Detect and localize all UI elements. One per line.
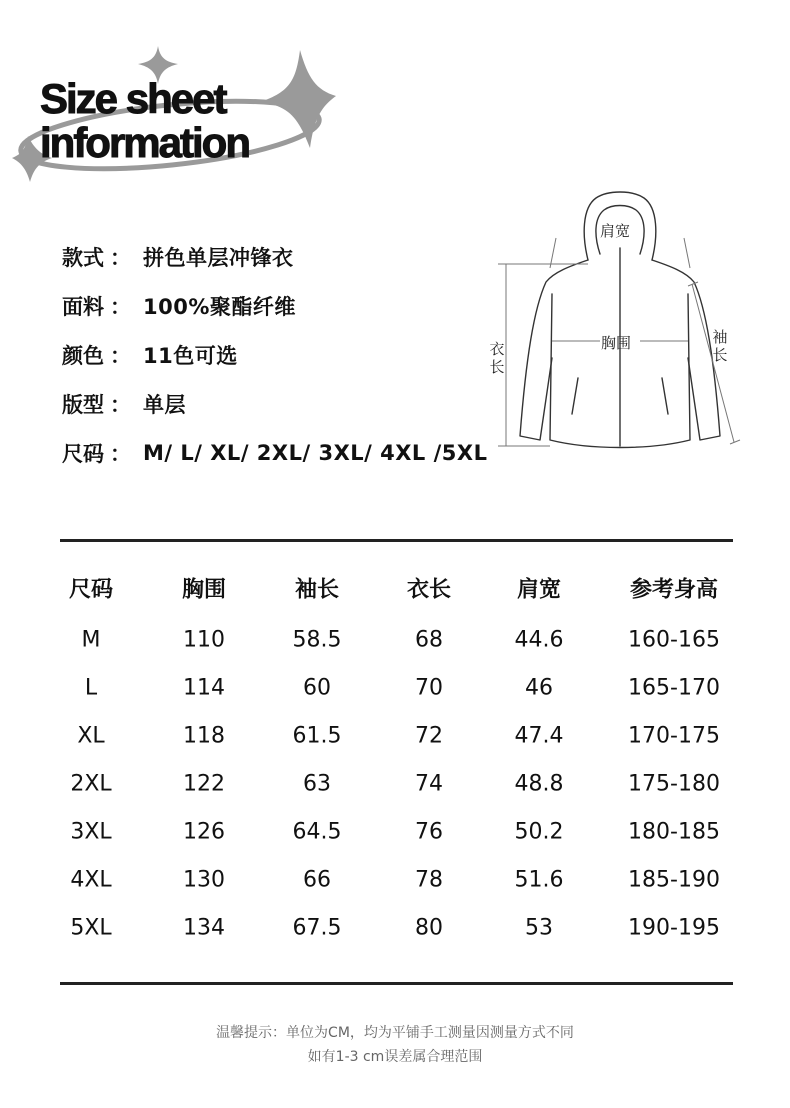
spec-label: 面料	[62, 294, 104, 319]
spec-value: 100%聚酯纤维	[143, 294, 296, 319]
cell-sleeve: 58.5	[292, 627, 342, 653]
size-table	[60, 560, 733, 952]
header-chest: 胸围	[181, 577, 226, 603]
cell-shoulder: 47.4	[514, 723, 564, 749]
table-row	[60, 712, 733, 760]
cell-sleeve: 67.5	[292, 915, 342, 941]
spec-sizes	[62, 428, 522, 477]
jacket-diagram	[470, 178, 750, 468]
cell-size: 5XL	[70, 915, 112, 941]
cell-sleeve: 66	[303, 867, 331, 893]
spec-value: 拼色单层冲锋衣	[143, 245, 294, 270]
spec-value: 11色可选	[143, 343, 238, 368]
cell-shoulder: 50.2	[514, 819, 564, 845]
cell-shoulder: 53	[525, 915, 553, 941]
cell-shoulder: 51.6	[514, 867, 564, 893]
spec-fabric	[62, 281, 522, 330]
cell-size: XL	[77, 723, 105, 749]
cell-height: 180-185	[628, 819, 720, 845]
cell-chest: 118	[183, 723, 225, 749]
spec-style	[62, 232, 522, 281]
spec-fit	[62, 379, 522, 428]
cell-shoulder: 48.8	[514, 771, 564, 797]
cell-height: 175-180	[628, 771, 720, 797]
header-size: 尺码	[68, 577, 113, 603]
header-shoulder: 肩宽	[516, 577, 561, 603]
cell-sleeve: 64.5	[292, 819, 342, 845]
cell-shoulder: 46	[525, 675, 553, 701]
table-row	[60, 760, 733, 808]
spec-colon: ：	[110, 245, 131, 270]
spec-label: 款式	[62, 245, 104, 270]
length-label: 衣长	[489, 340, 505, 376]
product-specs	[62, 232, 522, 477]
cell-length: 78	[415, 867, 443, 893]
cell-size: 3XL	[70, 819, 112, 845]
cell-size: L	[84, 675, 98, 701]
spec-label: 版型	[62, 392, 104, 417]
cell-chest: 126	[183, 819, 225, 845]
cell-height: 160-165	[628, 627, 720, 653]
cell-size: 4XL	[70, 867, 112, 893]
footnote-line-2: 如有1-3 cm误差属合理范围	[307, 1049, 483, 1065]
cell-sleeve: 61.5	[292, 723, 342, 749]
cell-height: 170-175	[628, 723, 720, 749]
cell-chest: 122	[183, 771, 225, 797]
spec-colon: ：	[110, 294, 131, 319]
footnote-line-1: 温馨提示：单位为CM，均为平铺手工测量因测量方式不同	[216, 1025, 574, 1041]
table-row	[60, 904, 733, 952]
chest-label: 胸围	[601, 334, 632, 352]
cell-length: 70	[415, 675, 443, 701]
spec-label: 尺码	[62, 441, 104, 466]
cell-length: 76	[415, 819, 443, 845]
title-line-1: Size sheet	[40, 75, 226, 122]
table-header-row	[60, 560, 733, 616]
table-row	[60, 856, 733, 904]
cell-length: 68	[415, 627, 443, 653]
cell-sleeve: 63	[303, 771, 331, 797]
cell-height: 190-195	[628, 915, 720, 941]
table-row	[60, 808, 733, 856]
spec-label: 颜色	[62, 343, 104, 368]
spec-colon: ：	[110, 392, 131, 417]
table-bottom-rule	[60, 982, 733, 985]
cell-length: 80	[415, 915, 443, 941]
cell-length: 74	[415, 771, 443, 797]
header-length: 衣长	[406, 577, 451, 603]
spec-color	[62, 330, 522, 379]
cell-height: 165-170	[628, 675, 720, 701]
cell-shoulder: 44.6	[514, 627, 564, 653]
spec-colon: ：	[110, 441, 131, 466]
cell-chest: 114	[183, 675, 225, 701]
spec-colon: ：	[110, 343, 131, 368]
sleeve-label: 袖长	[712, 328, 728, 364]
table-top-rule	[60, 539, 733, 542]
cell-size: 2XL	[70, 771, 112, 797]
shoulder-width-label: 肩宽	[600, 222, 631, 240]
cell-size: M	[81, 627, 101, 653]
table-row	[60, 616, 733, 664]
cell-sleeve: 60	[303, 675, 331, 701]
cell-chest: 134	[183, 915, 225, 941]
cell-length: 72	[415, 723, 443, 749]
cell-height: 185-190	[628, 867, 720, 893]
table-row	[60, 664, 733, 712]
cell-chest: 110	[183, 627, 225, 653]
header-sleeve: 袖长	[294, 577, 339, 603]
title-line-2: information	[40, 119, 249, 166]
spec-value: 单层	[143, 392, 186, 417]
spec-value: M/ L/ XL/ 2XL/ 3XL/ 4XL /5XL	[143, 440, 488, 465]
cell-chest: 130	[183, 867, 225, 893]
header-height: 参考身高	[629, 577, 718, 603]
header-title-block	[10, 40, 350, 190]
